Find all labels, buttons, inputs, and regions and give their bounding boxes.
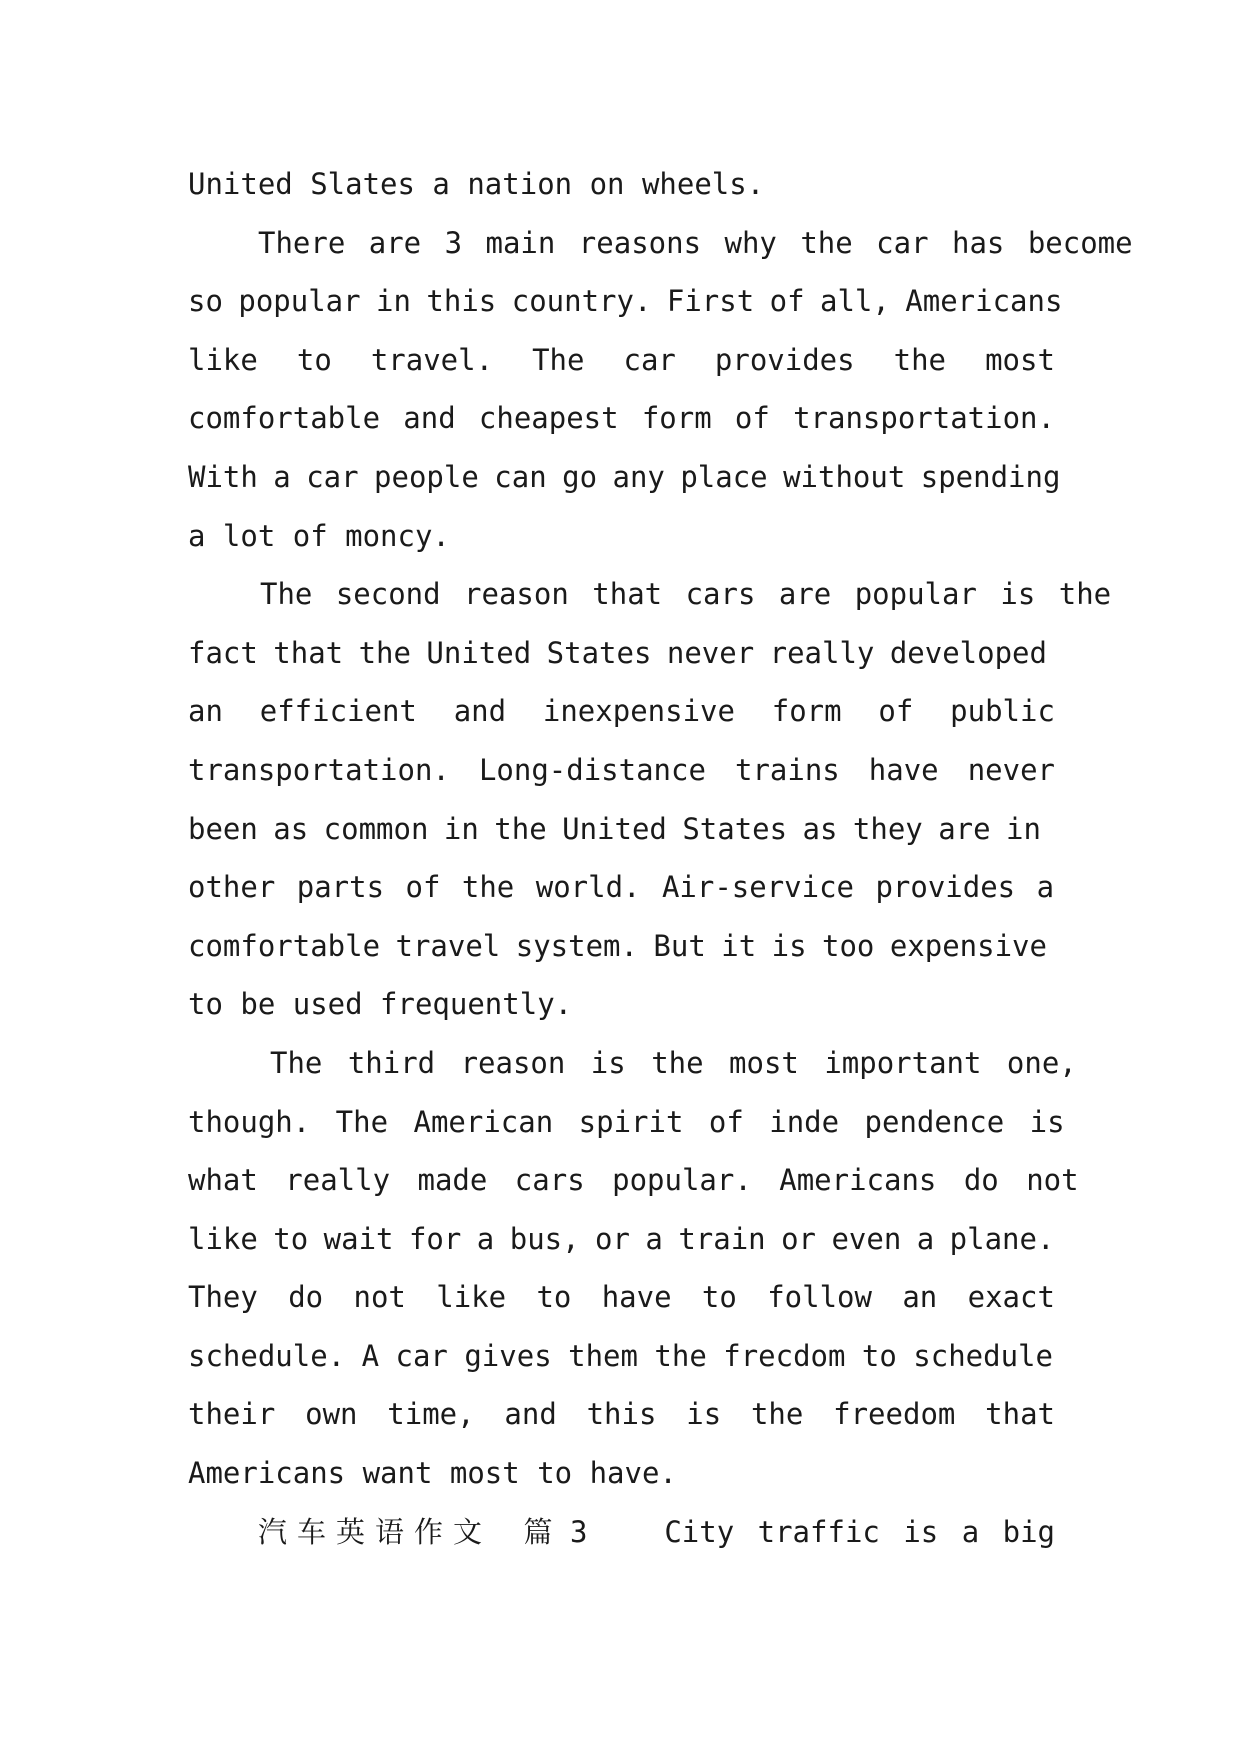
text-line (188, 1210, 1055, 1269)
word: and (403, 401, 456, 436)
word: follow (767, 1280, 872, 1315)
word: that (985, 1397, 1055, 1432)
text-line (188, 682, 1055, 741)
text: though. The American spirit of inde pendence is (188, 1104, 1065, 1139)
text-line (188, 331, 1055, 390)
text: fact that the United States never really developed (188, 635, 1047, 670)
text-line (188, 1385, 1055, 1444)
text: been as common in the United States as they are in (188, 811, 1041, 846)
word: transportation. (188, 752, 450, 787)
word: car (623, 342, 676, 377)
word: this (586, 1397, 657, 1432)
section-heading (258, 1503, 587, 1562)
text-line (188, 1444, 1055, 1503)
word: cheapest (478, 401, 619, 436)
text-line (188, 1327, 1055, 1386)
text-line (188, 858, 1055, 917)
word: like (436, 1280, 507, 1315)
word: exact (967, 1280, 1055, 1315)
section-title: 汽车英语作文 (258, 1514, 493, 1549)
word: of (734, 401, 770, 436)
text-line (188, 565, 1112, 624)
word: freedom (833, 1397, 956, 1432)
word: to (296, 342, 332, 377)
text: The third reason is the most important one, (270, 1045, 1077, 1080)
text: what really made cars popular. Americans do not (188, 1163, 1079, 1198)
word: They (188, 1280, 258, 1315)
text: With a car people can go any place without spending (188, 459, 1061, 494)
text: so popular in this country. First of all, Americans (188, 284, 1063, 319)
text-line (188, 624, 1055, 683)
word: transportation. (793, 401, 1055, 436)
word: an (902, 1280, 938, 1315)
text: to be used frequently. (188, 987, 573, 1022)
text-line (188, 507, 1055, 566)
text: The second reason that cars are popular is the (260, 577, 1112, 612)
word: do (288, 1280, 324, 1315)
text-line (188, 1034, 1077, 1093)
word: never (967, 752, 1055, 787)
word: travel. (370, 342, 494, 377)
section-text: City traffic is a big (664, 1514, 1055, 1549)
word: most (985, 342, 1055, 377)
word: own (305, 1397, 358, 1432)
section-heading-line (188, 1503, 1055, 1562)
text-line (188, 389, 1055, 448)
text: comfortable travel system. But it is too expensive (188, 928, 1047, 963)
text: other parts of the world. Air-service provides a (188, 870, 1055, 905)
document-page (188, 155, 1133, 1561)
word: and (453, 694, 507, 729)
text: United Slates a nation on wheels. (188, 167, 765, 201)
text-line (188, 1093, 1065, 1152)
word: time, (387, 1397, 475, 1432)
word: public (950, 694, 1055, 729)
word: and (504, 1397, 557, 1432)
word: have (601, 1280, 672, 1315)
section-number: 篇 3 (523, 1514, 588, 1549)
text-line (188, 1151, 1079, 1210)
text-line (188, 741, 1055, 800)
word: an (188, 694, 223, 729)
text-line (188, 272, 1063, 331)
word: trains (734, 752, 840, 787)
word: comfortable (188, 401, 381, 436)
text-line (188, 917, 1055, 976)
text: like to wait for a bus, or a train or even a plane. (188, 1221, 1055, 1256)
word: The (532, 342, 585, 377)
word: the (893, 342, 947, 377)
text-line (188, 214, 1133, 273)
word: form (641, 401, 712, 436)
word: the (750, 1397, 804, 1432)
word: Long-distance (478, 752, 706, 787)
text: Americans want most to have. (188, 1456, 677, 1491)
word: to (701, 1280, 737, 1315)
word: like (188, 342, 258, 377)
word: of (878, 694, 914, 729)
word: have (868, 752, 939, 787)
text: schedule. A car gives them the frecdom to schedule (188, 1338, 1053, 1373)
text-line (188, 1268, 1055, 1327)
text-line (188, 800, 1055, 859)
text-line (188, 448, 1061, 507)
text-line (188, 155, 1055, 214)
word: their (188, 1397, 276, 1432)
word: inexpensive (542, 694, 735, 729)
word: to (536, 1280, 572, 1315)
text: a lot of moncy. (188, 518, 450, 553)
word: not (353, 1280, 406, 1315)
text: There are 3 main reasons why the car has become (258, 225, 1133, 260)
text-line (188, 975, 1055, 1034)
word: is (686, 1397, 722, 1432)
word: efficient (259, 694, 417, 729)
word: provides (714, 342, 855, 377)
word: form (771, 694, 842, 729)
